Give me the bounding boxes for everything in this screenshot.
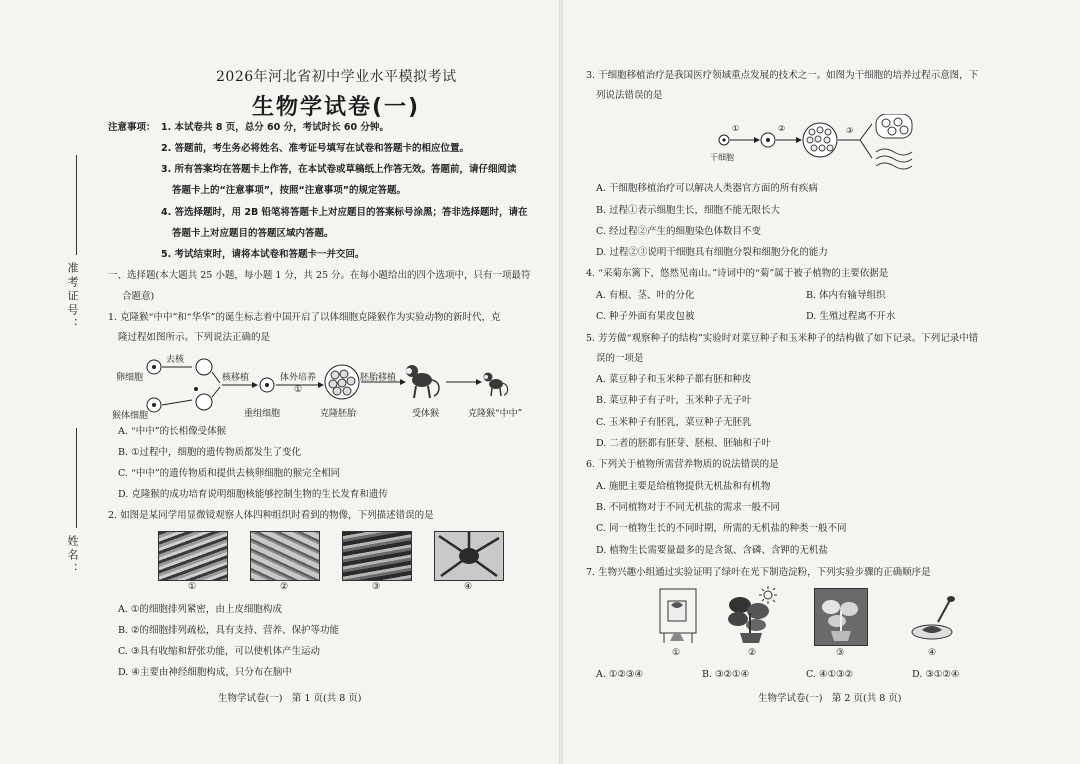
q6-option-b: B. 不同植物对于不同无机盐的需求一般不同 bbox=[596, 502, 781, 513]
nuclear-transfer-label: 核移植 bbox=[222, 373, 250, 383]
note-item: 4. 答选择题时，用 2B 铅笔将答题卡上对应题目的答案标号涂黑；答非选择题时，请在 bbox=[161, 207, 528, 218]
somatic-cell-label: 猴体细胞 bbox=[112, 411, 149, 421]
note-item: 2. 答题前，考生务必将姓名、准考证号填写在试卷和答题卡的相应位置。 bbox=[161, 143, 470, 154]
recipient-monkey-label: 受体猴 bbox=[412, 409, 440, 419]
cloned-embryo-label: 克隆胚胎 bbox=[320, 409, 357, 419]
experiment-image-2 bbox=[726, 585, 784, 645]
page-footer-left: 生物学试卷(一) 第 1 页(共 8 页) bbox=[218, 693, 362, 704]
section-heading: 一、选择题(本大题共 25 小题，每小题 1 分，共 25 分。在每小题给出的四个选项中，只有一项最符 bbox=[108, 270, 531, 281]
tissue-label-4: ④ bbox=[464, 582, 473, 592]
q5-option-a: A. 菜豆种子和玉米种子都有胚和种皮 bbox=[596, 374, 752, 385]
q7-option-c: C. ④①③② bbox=[806, 669, 854, 680]
q3-diagram bbox=[702, 114, 922, 176]
q2-stem: 2. 如图是某同学用显微镜观察人体四种组织时看到的物像，下列描述错误的是 bbox=[108, 510, 434, 521]
exam-number-label: 准考证号： bbox=[66, 262, 79, 332]
embryo-transfer-label: 胚胎移植 bbox=[360, 373, 397, 383]
tissue-label-3: ③ bbox=[372, 582, 381, 592]
q4-option-c: C. 种子外面有果皮包被 bbox=[596, 311, 695, 322]
q6-stem: 6. 下列关于植物所需营养物质的说法错误的是 bbox=[586, 459, 779, 470]
tissue-image-connective bbox=[250, 531, 320, 581]
step-2-label: ② bbox=[778, 124, 786, 133]
q5-stem: 5. 芳芳做“观察种子的结构”实验时对菜豆种子和玉米种子的结构做了如下记录。下列记录中错 bbox=[586, 333, 979, 344]
exam-title: 2026年河北省初中学业水平模拟考试 bbox=[216, 69, 457, 85]
tissue-image-muscle bbox=[342, 531, 412, 581]
experiment-image-1 bbox=[656, 587, 700, 645]
experiment-label-3: ③ bbox=[836, 648, 845, 658]
q1-option-a: A. “中中”的长相像受体猴 bbox=[118, 426, 227, 437]
q1-option-d: D. 克隆猴的成功培育说明细胞核能够控制生物的生长发育和遗传 bbox=[118, 489, 388, 500]
q5-option-b: B. 菜豆种子有子叶，玉米种子无子叶 bbox=[596, 395, 752, 406]
culture-label: 体外培养 bbox=[280, 373, 317, 383]
q1-diagram bbox=[108, 350, 558, 422]
q2-option-c: C. ③具有收缩和舒张功能，可以使机体产生运动 bbox=[118, 646, 320, 657]
recombined-cell-label: 重组细胞 bbox=[244, 409, 281, 419]
q4-option-a: A. 有根、茎、叶的分化 bbox=[596, 290, 695, 301]
note-item: 答题卡上对应题目的答题区域内答题。 bbox=[172, 228, 334, 239]
clone-monkey-label: 克隆猴“中中” bbox=[468, 409, 523, 419]
step-1-label: ① bbox=[294, 385, 303, 395]
note-item: 答题卡上的“注意事项”，按照“注意事项”的规定答题。 bbox=[172, 185, 406, 196]
q5-stem-cont: 误的一项是 bbox=[596, 353, 644, 364]
egg-cell-label: 卵细胞 bbox=[116, 373, 144, 383]
name-label: 姓名： bbox=[66, 535, 79, 577]
page-footer-right: 生物学试卷(一) 第 2 页(共 8 页) bbox=[758, 693, 902, 704]
section-heading-cont: 合题意) bbox=[122, 291, 155, 302]
q7-option-a: A. ①②③④ bbox=[596, 669, 643, 680]
tissue-label-1: ① bbox=[188, 582, 197, 592]
q3-stem: 3. 干细胞移植治疗是我国医疗领域重点发展的技术之一。如图为干细胞的培养过程示意图，下 bbox=[586, 70, 979, 81]
tissue-image-nerve bbox=[434, 531, 504, 581]
q2-option-b: B. ②的细胞排列疏松，具有支持、营养、保护等功能 bbox=[118, 625, 340, 636]
q5-option-c: C. 玉米种子有胚乳，菜豆种子无胚乳 bbox=[596, 417, 752, 428]
note-item: 3. 所有答案均在答题卡上作答，在本试卷或草稿纸上作答无效。答题前，请仔细阅读 bbox=[161, 164, 517, 175]
experiment-label-1: ① bbox=[672, 648, 681, 658]
q1-option-b: B. ①过程中，细胞的遗传物质都发生了变化 bbox=[118, 447, 302, 458]
experiment-image-3 bbox=[814, 588, 868, 646]
q3-option-d: D. 过程②③说明干细胞具有细胞分裂和细胞分化的能力 bbox=[596, 247, 828, 258]
experiment-label-4: ④ bbox=[928, 648, 937, 658]
tissue-label-2: ② bbox=[280, 582, 289, 592]
tissue-image-epithelial bbox=[158, 531, 228, 581]
q6-option-d: D. 植物生长需要量最多的是含氮、含磷、含钾的无机盐 bbox=[596, 545, 828, 556]
stem-cell-label: 干细胞 bbox=[710, 153, 734, 162]
q1-option-c: C. “中中”的遗传物质和提供去核卵细胞的猴完全相同 bbox=[118, 468, 341, 479]
q4-option-d: D. 生殖过程离不开水 bbox=[806, 311, 896, 322]
q4-stem: 4. “采菊东篱下，悠然见南山。”诗词中的“菊”属于被子植物的主要依据是 bbox=[586, 268, 889, 279]
name-line bbox=[76, 428, 77, 528]
q3-option-b: B. 过程①表示细胞生长，细胞不能无限长大 bbox=[596, 205, 781, 216]
right-page bbox=[562, 0, 1080, 764]
q3-option-a: A. 干细胞移植治疗可以解决人类器官方面的所有疾病 bbox=[596, 183, 818, 194]
note-item: 5. 考试结束时，请将本试卷和答题卡一并交回。 bbox=[161, 249, 365, 260]
q7-option-b: B. ③②①④ bbox=[702, 669, 750, 680]
q1-stem: 1. 克隆猴“中中”和“华华”的诞生标志着中国开启了以体细胞克隆猴作为实验动物的新时代，克 bbox=[108, 312, 501, 323]
paper-title: 生物学试卷(一) bbox=[252, 95, 421, 120]
q3-stem-cont: 列说法错误的是 bbox=[596, 90, 663, 101]
q5-option-d: D. 二者的胚都有胚芽、胚根、胚轴和子叶 bbox=[596, 438, 771, 449]
experiment-image-4 bbox=[908, 594, 958, 644]
q7-option-d: D. ③①②④ bbox=[912, 669, 960, 680]
step-3-label: ③ bbox=[846, 126, 854, 135]
q7-stem: 7. 生物兴趣小组通过实验证明了绿叶在光下制造淀粉，下列实验步骤的正确顺序是 bbox=[586, 567, 931, 578]
experiment-label-2: ② bbox=[748, 648, 757, 658]
q1-stem-cont: 隆过程如图所示。下列说法正确的是 bbox=[118, 332, 271, 343]
q6-option-a: A. 施肥主要是给植物提供无机盐和有机物 bbox=[596, 481, 771, 492]
notes-label: 注意事项： bbox=[108, 122, 156, 133]
q2-option-a: A. ①的细胞排列紧密，由上皮细胞构成 bbox=[118, 604, 282, 615]
exam-number-line bbox=[76, 155, 77, 255]
q4-option-b: B. 体内有输导组织 bbox=[806, 290, 886, 301]
q2-option-d: D. ④主要由神经细胞构成，只分布在脑中 bbox=[118, 667, 292, 678]
remove-nucleus-label: 去核 bbox=[166, 355, 185, 365]
note-item: 1. 本试卷共 8 页，总分 60 分，考试时长 60 分钟。 bbox=[161, 122, 389, 133]
q3-option-c: C. 经过程②产生的细胞染色体数目不变 bbox=[596, 226, 761, 237]
q6-option-c: C. 同一植物生长的不同时期，所需的无机盐的种类一般不同 bbox=[596, 523, 847, 534]
step-1-label: ① bbox=[732, 124, 740, 133]
